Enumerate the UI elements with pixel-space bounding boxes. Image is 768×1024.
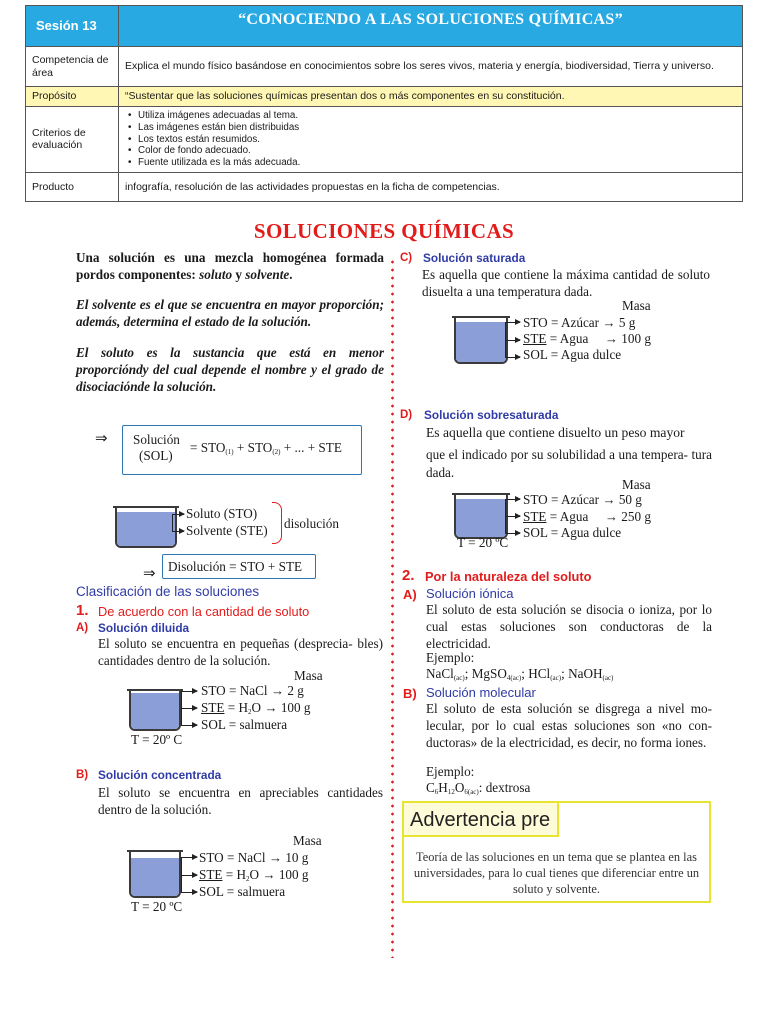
sub-d-ste xyxy=(523,509,651,526)
sub-d-masa: Masa xyxy=(622,477,651,492)
implies-symbol-2: ⇒ xyxy=(143,566,156,582)
main-title: SOLUCIONES QUÍMICAS xyxy=(253,219,515,243)
ex-12: 12 xyxy=(447,788,455,796)
sub-a-temp: T = 20º C xyxy=(131,732,183,747)
row-label-producto: Producto xyxy=(26,172,119,201)
column-divider xyxy=(391,258,394,958)
intro-soluto: soluto xyxy=(199,266,233,282)
beaker-sobresaturada xyxy=(454,493,508,539)
session-title: “CONOCIENDO A LAS SOLUCIONES QUÍMICAS” xyxy=(119,6,743,47)
ex-6ac: 6(ac) xyxy=(464,788,479,796)
solvente-definition: El solvente es el que se encuentra en mayor proporción; además, determina el estado de la solución. xyxy=(76,297,384,329)
intro-y: y xyxy=(232,266,246,282)
sub-rb-letter: B) xyxy=(403,686,417,701)
sub-c-sto: STO = Azúcar → 5 g xyxy=(523,315,636,330)
beaker-water xyxy=(456,322,506,362)
sub-d-sol: SOL = Agua dulce xyxy=(523,525,622,540)
criteria-item: • Las imágenes están bien distribuidas xyxy=(125,122,736,134)
ex-hcl: ; HCl xyxy=(521,666,551,681)
sub-c-letter: C) xyxy=(400,252,413,264)
ste-abbr: STE xyxy=(201,700,225,715)
intro-paragraph xyxy=(76,250,384,284)
disolucion-formula: Disolución = STO + STE xyxy=(168,559,303,574)
sub-d-title: Solución sobresaturada xyxy=(424,408,559,422)
arrow xyxy=(505,499,520,500)
sub-a-masa: Masa xyxy=(294,668,323,683)
ste-abbr: STE xyxy=(523,509,547,524)
formula-sub1: (1) xyxy=(225,448,234,456)
row-value-competencia: Explica el mundo físico basándose en conocimientos sobre los seres vivos, materia y energía, biodiversidad, Tierra y universo. xyxy=(119,47,743,87)
beaker-concentrada xyxy=(129,850,181,898)
arrow xyxy=(505,357,520,358)
arrow xyxy=(181,892,197,893)
formula-tail: + ... + STE xyxy=(280,440,342,455)
intro-text: Una solución es una mezcla homogénea formada pordos componentes: xyxy=(76,250,384,282)
sub-c-text: Es aquella que contiene la máxima cantidad de soluto disuelta a una temperatura dada. xyxy=(422,267,710,299)
criteria-list xyxy=(125,110,736,169)
ex-4ac: 4(ac) xyxy=(506,674,522,682)
ex-mgso: ; MgSO xyxy=(464,666,507,681)
row-label-proposito: Propósito xyxy=(26,87,119,107)
ste-abbr: STE xyxy=(199,867,223,882)
beaker-water xyxy=(131,858,179,896)
sub-b-letter: B) xyxy=(76,769,89,781)
sub-b-title: Solución concentrada xyxy=(98,768,222,782)
sub-a-text: El soluto se encuentra en pequeñas (desprecia- bles) cantidades dentro de la solución. xyxy=(98,636,383,668)
beaker-water xyxy=(117,512,175,546)
formula-solucion: Solución xyxy=(133,432,180,447)
intro-solvente: solvente xyxy=(245,266,290,282)
ste-sub: 2 xyxy=(248,708,252,716)
brace xyxy=(272,502,282,544)
formula-sub2: (2) xyxy=(272,448,281,456)
sub-b-temp: T = 20 ºC xyxy=(131,899,183,914)
sub-d-text-1: Es aquella que contiene disuelto un peso mayor xyxy=(426,425,685,440)
sub-ra-text: El soluto de esta solución se disocia o ioniza, por lo cual estas soluciones son conductoras de la electricidad. xyxy=(426,602,712,651)
sub-b-sto: STO = NaCl → 10 g xyxy=(199,850,309,865)
class-1-title: De acuerdo con la cantidad de soluto xyxy=(98,604,310,619)
session-label: Sesión 13 xyxy=(26,6,119,47)
ste-eq: = H xyxy=(222,867,247,882)
ex-o: O xyxy=(454,780,465,795)
sub-b-masa: Masa xyxy=(293,833,322,848)
ste-abbr: STE xyxy=(523,331,547,346)
class-2-title: Por la naturaleza del soluto xyxy=(425,569,592,584)
diagram-solvente: Solvente (STE) xyxy=(186,523,268,538)
diagram-soluto: Soluto (STO) xyxy=(186,506,258,521)
beaker-saturada xyxy=(454,316,508,364)
sub-c-title: Solución saturada xyxy=(423,251,526,265)
sub-c-masa: Masa xyxy=(622,298,651,313)
beaker-diluida xyxy=(129,689,181,731)
row-value-criterios xyxy=(119,107,743,173)
arrow xyxy=(505,322,520,323)
arrow xyxy=(172,514,184,515)
ste-post: = Agua → 100 g xyxy=(546,331,651,346)
sub-b-sol: SOL = salmuera xyxy=(199,884,286,899)
criteria-item: • Color de fondo adecuado. xyxy=(125,145,736,157)
sub-ra-letter: A) xyxy=(403,587,417,602)
formula-sol-abbr: (SOL) xyxy=(139,448,173,463)
ex-naoh: ; NaOH xyxy=(561,666,603,681)
arrow xyxy=(181,875,197,876)
row-value-proposito: “Sustentar que las soluciones químicas presentan dos o más componentes en su constitución. xyxy=(119,87,743,107)
row-label-criterios: Criterios de evaluación xyxy=(26,107,119,173)
sub-b-ste xyxy=(199,867,309,884)
beaker-water xyxy=(456,499,506,537)
row-label-competencia: Competencia de área xyxy=(26,47,119,87)
ex-ac: (ac) xyxy=(550,674,562,682)
arrow xyxy=(181,691,197,692)
sub-c-ste xyxy=(523,331,651,348)
sub-rb-formula xyxy=(426,780,530,797)
implies-symbol: ⇒ xyxy=(95,431,108,447)
beaker-disolucion xyxy=(115,506,177,548)
ste-eq: = H xyxy=(224,700,249,715)
sub-a-letter: A) xyxy=(76,622,89,634)
sub-a-sol: SOL = salmuera xyxy=(201,717,288,732)
criteria-item: • Los textos están resumidos. xyxy=(125,134,736,146)
formula-plus: + STO xyxy=(233,440,273,455)
ste-post: O → 100 g xyxy=(249,867,309,882)
class-1-number: 1. xyxy=(76,602,89,619)
sub-d-temp: T = 20 ºC xyxy=(457,535,509,550)
formula-rhs xyxy=(190,440,342,457)
arrow xyxy=(505,340,520,341)
classification-title: Clasificación de las soluciones xyxy=(76,584,260,599)
ste-post: = Agua → 250 g xyxy=(546,509,651,524)
ex-ac: (ac) xyxy=(602,674,614,682)
sub-b-text: El soluto se encuentra en apreciables cantidades dentro de la solución. xyxy=(98,785,383,817)
sub-ra-title: Solución iónica xyxy=(426,586,514,601)
sub-d-text-2: que el indicado por su solubilidad a una tempera- tura dada. xyxy=(426,447,712,480)
criteria-item: • Fuente utilizada es la más adecuada. xyxy=(125,157,736,169)
sub-a-ste xyxy=(201,700,311,717)
intro-end: . xyxy=(289,266,293,282)
sub-d-letter: D) xyxy=(400,409,413,421)
sub-rb-title: Solución molecular xyxy=(426,685,536,700)
advertencia-text: Teoría de las soluciones en un tema que se plantea en las universidades, para lo cual tienes que diferenciar entre un soluto y solvente. xyxy=(413,850,700,897)
soluto-definition: El soluto es la sustancia que está en menor proporcióndy del cual depende el nombre y el grado de disociaciónde la solución. xyxy=(76,345,384,394)
ex-dextrosa: : dextrosa xyxy=(478,780,531,795)
arrow xyxy=(172,531,184,532)
sub-rb-text: El soluto de esta solución se disgrega a nivel mo- lecular, por lo cual estas soluciones son «no con- ductoras» de la electricidad, es decir, no forma iones. xyxy=(426,701,712,750)
ex-6: 6 xyxy=(434,788,439,796)
criteria-item: • Utiliza imágenes adecuadas al tema. xyxy=(125,110,736,122)
sub-c-sol: SOL = Agua dulce xyxy=(523,347,622,362)
row-value-producto: infografía, resolución de las actividades propuestas en la ficha de competencias. xyxy=(119,172,743,201)
sub-ra-example: Ejemplo: xyxy=(426,650,475,665)
ex-nacl: NaCl xyxy=(426,666,454,681)
sub-a-title: Solución diluida xyxy=(98,621,190,635)
ste-sub: 2 xyxy=(246,875,250,883)
sub-a-sto: STO = NaCl → 2 g xyxy=(201,683,304,698)
ex-h: H xyxy=(438,780,448,795)
sub-rb-example: Ejemplo: xyxy=(426,764,475,779)
arrow xyxy=(181,857,197,858)
ste-post: O → 100 g xyxy=(251,700,311,715)
arrow-stem xyxy=(172,514,173,531)
advertencia-box xyxy=(402,801,711,903)
formula-eq: = STO xyxy=(190,440,226,455)
session-header-table xyxy=(25,5,743,202)
advertencia-heading: Advertencia pre xyxy=(404,803,559,837)
ex-c: C xyxy=(426,780,435,795)
arrow xyxy=(181,725,197,726)
arrow xyxy=(181,708,197,709)
ex-ac: (ac) xyxy=(453,674,465,682)
arrow xyxy=(505,533,520,534)
arrow xyxy=(505,516,520,517)
diagram-disolucion: disolución xyxy=(284,516,339,531)
class-2-number: 2. xyxy=(402,567,415,584)
beaker-water xyxy=(131,693,179,729)
sub-d-sto: STO = Azúcar → 50 g xyxy=(523,492,642,507)
sub-ra-formulas xyxy=(426,666,613,683)
